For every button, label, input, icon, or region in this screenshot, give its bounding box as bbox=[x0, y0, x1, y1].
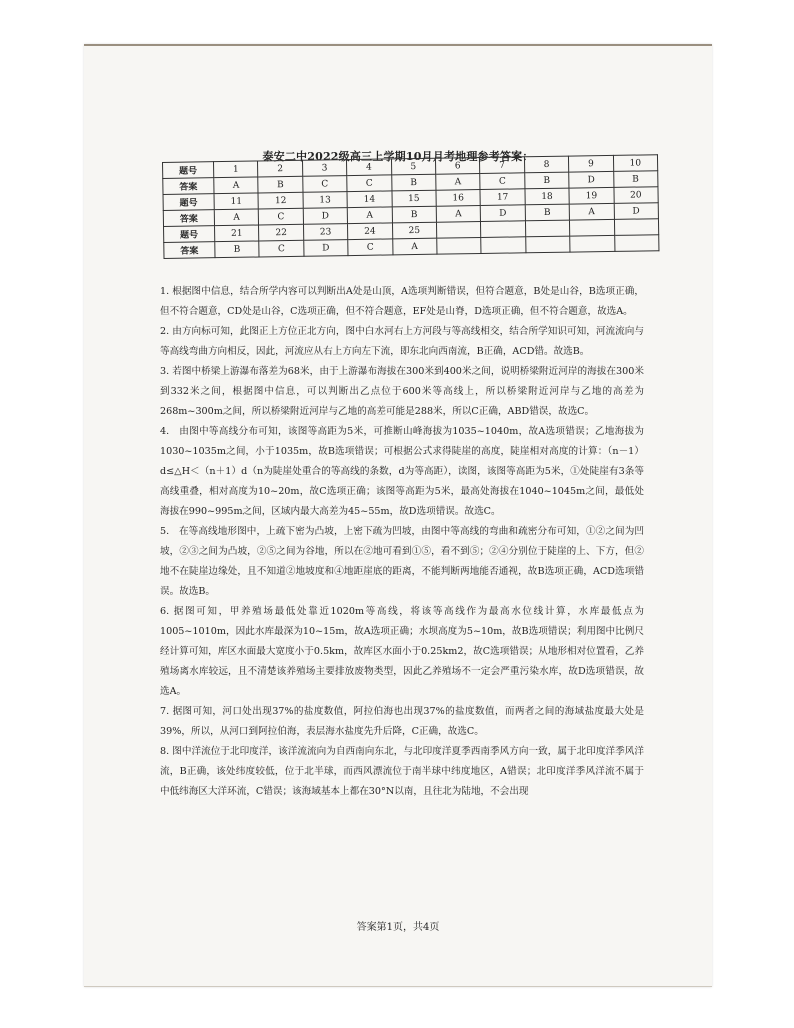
table-cell bbox=[525, 236, 570, 253]
explanation-paragraph: 4. 由图中等高线分布可知，该图等高距为5米，可推断山峰海拔为1035~1040m，故A选项错误；乙地海拔为1030~1035m之间，小于1035m，故B选项错误；可根据公式求得陡崖的高度，陡崖相对高度的计算：（n－1）d≤△H＜（n＋1）d（n为陡崖处重合的等高线的条数，d为等高距），读图，该图等高距为5米，①处陡崖有3条等高线重叠，相对高度为10~20m，故C选项正确；该图等高距为5米，最高处海拔在1040~1045m之间，最低处海拔在990~995m之间，区域内最大高差为45~55m，故D选项错误。故选C。 bbox=[160, 426, 644, 517]
table-cell bbox=[570, 219, 615, 236]
table-cell bbox=[436, 221, 481, 238]
table-cell bbox=[437, 237, 482, 254]
table-cell: B bbox=[258, 176, 303, 193]
table-cell: 2 bbox=[258, 160, 303, 177]
explanation-paragraph: 6. 据图可知，甲养殖场最低处靠近1020m等高线，将该等高线作为最高水位线计算，水库最低点为1005~1010m，因此水库最深为10~15m，故A选项正确；水坝高度为5~10m，故B选项错误；利用图中比例尺经计算可知，库区水面最大宽度小于0.5km，故库区水面小于0.25km2，故C选项错误；从地形相对位置看，乙养殖场离水库较远，且不清楚该养殖场主要排放废物类型，因此乙养殖场不一定会严重污染水库，故D选项错误，故选A。 bbox=[160, 606, 644, 697]
row-label: 答案 bbox=[164, 242, 215, 259]
table-cell: 8 bbox=[524, 156, 569, 173]
table-cell bbox=[481, 221, 526, 238]
table-cell bbox=[570, 235, 615, 252]
table-cell: B bbox=[613, 171, 658, 188]
table-cell: 12 bbox=[258, 192, 303, 209]
table-cell: B bbox=[391, 174, 436, 191]
table-cell: 11 bbox=[214, 193, 259, 210]
table-cell: 24 bbox=[348, 223, 393, 240]
table-cell: A bbox=[392, 238, 437, 255]
table-cell: C bbox=[480, 173, 525, 190]
table-cell: 20 bbox=[613, 187, 658, 204]
explanation-paragraph: 5. 在等高线地形图中，上疏下密为凸坡，上密下疏为凹坡，由图中等高线的弯曲和疏密分布可知，①②之间为凹坡，②③之间为凸坡，②⑤之间为谷地，所以在②地可看到①⑤，看不到⑤；②④分别位于陡崖的上、下方，但②地不在陡崖边缘处，且不知道②地坡度和④地距崖底的距离，不能判断两地能否通视，故B选项正确，ACD选项错误。故选B。 bbox=[160, 526, 644, 597]
table-cell: 13 bbox=[303, 192, 348, 209]
table-cell: 10 bbox=[613, 155, 658, 172]
table-cell: A bbox=[347, 207, 392, 224]
table-cell: 7 bbox=[480, 157, 525, 174]
table-cell: C bbox=[259, 240, 304, 257]
table-cell: D bbox=[614, 203, 659, 220]
explanation-paragraph: 8. 图中洋流位于北印度洋，该洋流流向为自西南向东北，与北印度洋夏季西南季风方向一致，属于北印度洋季风洋流，B正确，该处纬度较低，位于北半球，而西风漂流位于南半球中纬度地区，A错误；北印度洋季风洋流不属于中低纬海区大洋环流，C错误；该海域基本上都在30°N以南，且往北为陆地，不会出现 bbox=[160, 746, 644, 797]
table-cell: C bbox=[303, 176, 348, 193]
table-cell: 3 bbox=[302, 160, 347, 177]
table-cell bbox=[525, 220, 570, 237]
answer-table bbox=[162, 154, 659, 259]
table-cell: D bbox=[569, 171, 614, 188]
table-cell: B bbox=[392, 206, 437, 223]
row-label: 答案 bbox=[163, 210, 214, 227]
answer-sheet bbox=[84, 44, 712, 987]
table-cell: B bbox=[525, 204, 570, 221]
table-cell: D bbox=[304, 240, 349, 257]
page-title: 泰安二中2022级高三上学期10月月考地理参考答案： bbox=[262, 150, 534, 163]
table-cell: B bbox=[215, 241, 260, 258]
table-cell: 6 bbox=[435, 158, 480, 175]
table-cell: A bbox=[214, 177, 259, 194]
table-cell: C bbox=[347, 175, 392, 192]
table-cell: D bbox=[481, 205, 526, 222]
row-label: 题号 bbox=[163, 162, 214, 179]
table-cell: 17 bbox=[480, 189, 525, 206]
table-cell: 23 bbox=[303, 224, 348, 241]
table-cell: A bbox=[436, 206, 481, 223]
table-cell: 15 bbox=[392, 190, 437, 207]
table-cell: 9 bbox=[569, 155, 614, 172]
table-cell bbox=[481, 237, 526, 254]
table-cell: 16 bbox=[436, 190, 481, 207]
explanation-paragraph: 2. 由方向标可知，此图正上方位正北方向，图中白水河右上方河段与等高线相交，结合所学知识可知，河流流向与等高线弯曲方向相反，因此，河流应从右上方向左下流，即东北向西南流，B正确，ACD错。故选B。 bbox=[160, 326, 644, 357]
table-cell: D bbox=[303, 208, 348, 225]
table-cell: 18 bbox=[525, 188, 570, 205]
table-cell: 5 bbox=[391, 158, 436, 175]
table-cell: A bbox=[569, 203, 614, 220]
row-label: 题号 bbox=[164, 226, 215, 243]
table-cell: A bbox=[214, 209, 259, 226]
table-cell: 25 bbox=[392, 222, 437, 239]
table-cell: C bbox=[259, 208, 304, 225]
row-label: 题号 bbox=[163, 194, 214, 211]
explanation-paragraph: 7. 据图可知，河口处出现37%的盐度数值，阿拉伯海也出现37%的盐度数值，而两者之间的海域盐度最大处是39%，所以，从河口到阿拉伯海，表层海水盐度先升后降，C正确，故选C。 bbox=[160, 706, 644, 737]
table-cell: 14 bbox=[347, 191, 392, 208]
table-cell: 19 bbox=[569, 187, 614, 204]
answer-explanations bbox=[160, 282, 644, 802]
table-cell: 1 bbox=[214, 161, 259, 178]
explanation-paragraph: 3. 若图中桥梁上游瀑布落差为68米，由于上游瀑布海拔在300米到400米之间，说明桥梁附近河岸的海拔在300米到332米之间，根据图中信息，可以判断出乙点位于600米等高线上，所以桥梁附近河岸与乙地的高差为268m~300m之间，所以桥梁附近河岸与乙地的高差可能是288米，所以C正确，ABD错误，故选C。 bbox=[160, 366, 644, 417]
explanation-paragraph: 1. 根据图中信息，结合所学内容可以判断出A处是山顶，A选项判断错误，但符合题意，B处是山谷，B选项正确，但不符合题意，CD处是山谷，C选项正确，但不符合题意，EF处是山脊，D选项正确，但不符合题意，故选A。 bbox=[160, 286, 644, 317]
page-footer: 答案第1页，共4页 bbox=[356, 922, 440, 933]
table-cell: B bbox=[524, 172, 569, 189]
row-label: 答案 bbox=[163, 178, 214, 195]
table-cell bbox=[614, 219, 659, 236]
table-cell: 21 bbox=[215, 225, 260, 242]
table-cell bbox=[614, 235, 659, 252]
table-cell: 22 bbox=[259, 224, 304, 241]
table-cell: C bbox=[348, 239, 393, 256]
table-cell: A bbox=[436, 174, 481, 191]
table-cell: 4 bbox=[347, 159, 392, 176]
